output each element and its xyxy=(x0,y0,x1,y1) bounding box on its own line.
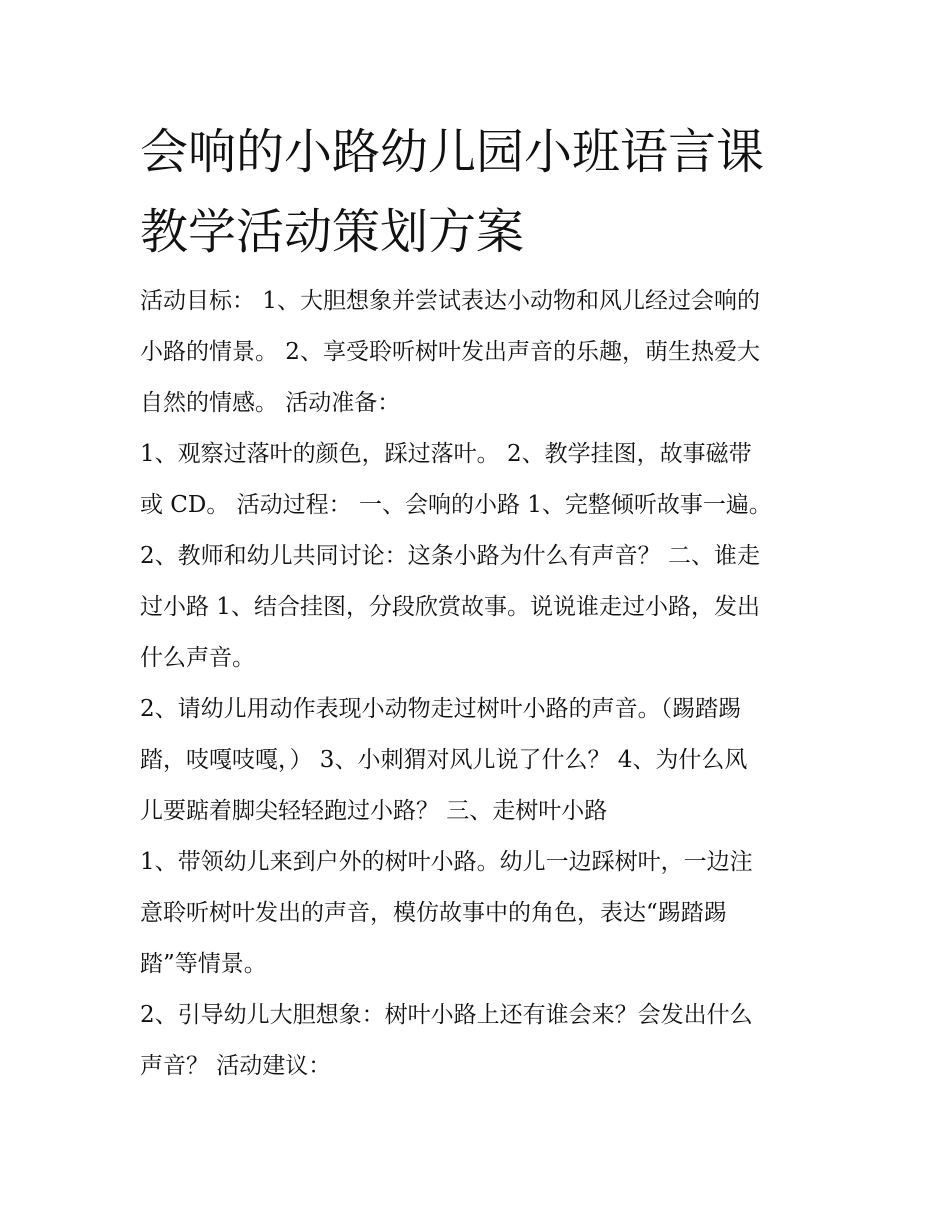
body-line: 自然的情感。 活动准备： xyxy=(140,390,401,416)
body-line: 过小路 1、结合挂图，分段欣赏故事。说说谁走过小路，发出 xyxy=(140,594,760,620)
body-line: 小路的情景。 2、享受聆听树叶发出声音的乐趣，萌生热爱大 xyxy=(140,339,760,365)
document-title xyxy=(140,112,820,272)
body-line: 2、引导幼儿大胆想象：树叶小路上还有谁会来？会发出什么 xyxy=(140,1002,753,1028)
body-line: 活动目标： 1、大胆想象并尝试表达小动物和风儿经过会响的 xyxy=(140,288,760,314)
title-line-1: 会响的小路幼儿园小班语言课 xyxy=(140,124,765,180)
body-line: 声音？ 活动建议： xyxy=(140,1053,332,1079)
title-line-2: 教学活动策划方案 xyxy=(140,204,525,260)
body-line: 或 CD。 活动过程： 一、会响的小路 1、完整倾听故事一遍。 xyxy=(140,492,772,518)
body-line: 儿要踮着脚尖轻轻跑过小路？ 三、走树叶小路 xyxy=(140,798,608,824)
body-line: 1、观察过落叶的颜色，踩过落叶。 2、教学挂图，故事磁带 xyxy=(140,441,752,467)
document-body xyxy=(140,276,830,1092)
body-line: 踏”等情景。 xyxy=(140,951,267,977)
body-line: 意聆听树叶发出的声音，模仿故事中的角色，表达“踢踏踢 xyxy=(140,900,727,926)
body-line: 踏，吱嘎吱嘎，） 3、小刺猬对风儿说了什么？ 4、为什么风 xyxy=(140,747,748,773)
body-line: 1、带领幼儿来到户外的树叶小路。幼儿一边踩树叶，一边注 xyxy=(140,849,753,875)
body-line: 2、教师和幼儿共同讨论：这条小路为什么有声音？ 二、谁走 xyxy=(140,543,760,569)
body-line: 2、请幼儿用动作表现小动物走过树叶小路的声音。（踢踏踢 xyxy=(140,696,742,722)
body-line: 什么声音。 xyxy=(140,645,255,671)
